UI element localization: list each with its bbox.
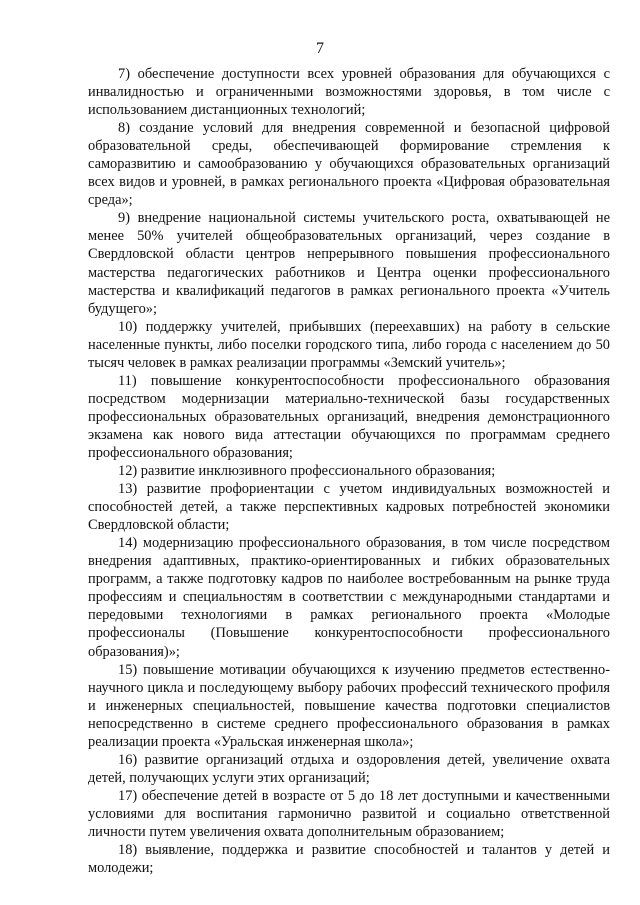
list-item-13: 13) развитие профориентации с учетом индивидуальных возможностей и способностей детей, а также перспективных кадровых потребностей экономики Свердловской области; [88, 481, 610, 534]
document-body [88, 65, 610, 877]
list-item-17: 17) обеспечение детей в возрасте от 5 до 18 лет доступными и качественными условиями для воспитания гармонично развитой и социально ответственной личности путем увеличения охвата дополнительным образованием; [88, 787, 610, 840]
list-item-16: 16) развитие организаций отдыха и оздоровления детей, увеличение охвата детей, получающих услуги этих организаций; [88, 751, 610, 786]
list-item-9: 9) внедрение национальной системы учительского роста, охватывающей не менее 50% учителей общеобразовательных организаций, через создание в Свердловской области центров непрерывного повышения профессионального мастерства педагогических работников и Центра оценки профессионального мастерства и квалификаций педагогов в рамках регионального проекта «Учитель будущего»; [88, 210, 610, 317]
page-number: 7 [316, 40, 324, 57]
list-item-8: 8) создание условий для внедрения современной и безопасной цифровой образовательной среды, обеспечивающей формирование стремления к саморазвитию и самообразованию у обучающихся образовательных организаций всех видов и уровней, в рамках регионального проекта «Цифровая образовательная среда»; [88, 120, 610, 209]
list-item-18: 18) выявление, поддержка и развитие способностей и талантов у детей и молодежи; [88, 842, 610, 877]
list-item-7: 7) обеспечение доступности всех уровней образования для обучающихся с инвалидностью и ограниченными возможностями здоровья, в том числе с использованием дистанционных технологий; [88, 66, 610, 119]
list-item-11: 11) повышение конкурентоспособности профессионального образования посредством модернизации материально-технической базы государственных профессиональных образовательных организаций, внедрения демонстрационного экзамена как нового вида аттестации обучающихся по программам среднего профессионального образования; [88, 372, 610, 461]
list-item-14: 14) модернизацию профессионального образования, в том числе посредством внедрения адаптивных, практико-ориентированных и гибких образовательных программ, а также подготовку кадров по наиболее востребованным на рынке труда профессиям и специальностям в соответствии с международными стандартами и передовыми технологиями в рамках регионального проекта «Молодые профессионалы (Повышение конкурентоспособности профессионального образования)»; [88, 535, 610, 660]
list-item-15: 15) повышение мотивации обучающихся к изучению предметов естественно-научного цикла и последующему выбору рабочих профессий технического профиля и инженерных специальностей, повышение качества подготовки специалистов непосредственно в системе среднего профессионального образования в рамках реализации проекта «Уральская инженерная школа»; [88, 661, 610, 750]
list-item-12: 12) развитие инклюзивного профессионального образования; [118, 463, 496, 480]
list-item-10: 10) поддержку учителей, прибывших (переехавших) на работу в сельские населенные пункты, либо поселки городского типа, либо города с населением до 50 тысяч человек в рамках реализации программы «Земский учитель»; [88, 318, 610, 371]
